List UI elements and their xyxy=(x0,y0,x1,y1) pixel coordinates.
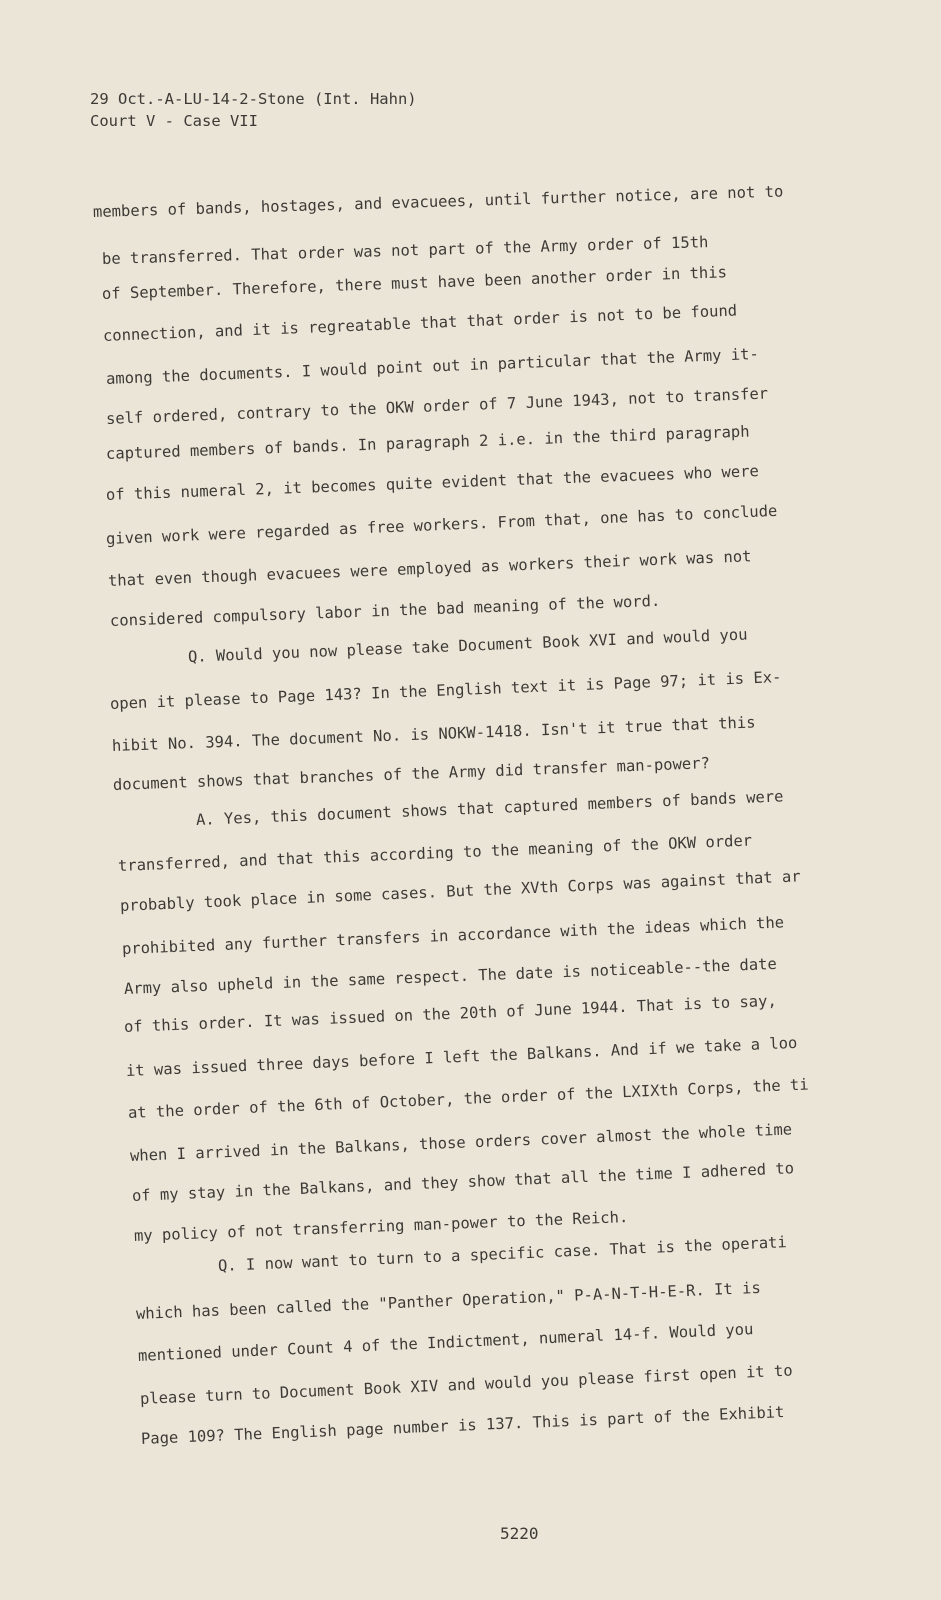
text-line: hibit No. 394. The document No. is NOKW-1418. Isn't it true that this xyxy=(111,713,756,755)
text-line: which has been called the "Panther Operation," P-A-N-T-H-E-R. It is xyxy=(135,1278,762,1323)
text-line: Page 109? The English page number is 137. This is part of the Exhibit xyxy=(140,1403,785,1448)
text-line: prohibited any further transfers in accordance with the ideas which the xyxy=(121,913,785,958)
text-line: mentioned under Count 4 of the Indictment, numeral 14-f. Would you xyxy=(137,1320,754,1365)
text-line: Army also upheld in the same respect. The date is noticeable--the date xyxy=(123,954,778,998)
page-number: 5220 xyxy=(500,1524,539,1543)
text-line: given work were regarded as free workers. From that, one has to conclude xyxy=(105,501,778,548)
text-line: self ordered, contrary to the OKW order of 7 June 1943, not to transfer xyxy=(105,384,769,428)
text-line: among the documents. I would point out in particular that the Army it- xyxy=(105,344,760,388)
text-line: of this order. It was issued on the 20th of June 1944. That is to say, xyxy=(123,991,778,1036)
text-line: be transferred. That order was not part of the Army order of 15th xyxy=(101,233,709,268)
header-line-1: 29 Oct.-A-LU-14-2-Stone (Int. Hahn) xyxy=(90,90,417,108)
text-line: considered compulsory labor in the bad meaning of the word. xyxy=(109,591,661,630)
text-line: that even though evacuees were employed as workers their work was not xyxy=(107,547,752,590)
question-line: Q. I now want to turn to a specific case. That is the operati xyxy=(217,1233,788,1275)
text-line: captured members of bands. In paragraph 2 i.e. in the third paragraph xyxy=(105,422,750,463)
text-line: document shows that branches of the Army did transfer man-power? xyxy=(112,754,711,794)
text-line: my policy of not transferring man-power to the Reich. xyxy=(133,1208,629,1245)
question-line: Q. Would you now please take Document Book XVI and would you xyxy=(187,625,748,666)
text-line: of my stay in the Balkans, and they show that all the time I adhered to xyxy=(131,1159,795,1205)
text-line: connection, and it is regreatable that that order is not to be found xyxy=(102,301,738,345)
text-line: at the order of the 6th of October, the order of the LXIXth Corps, the ti xyxy=(127,1075,810,1122)
text-line: of this numeral 2, it becomes quite evident that the evacuees who were xyxy=(105,462,760,504)
text-line: members of bands, hostages, and evacuees, until further notice, are not to xyxy=(92,182,784,221)
text-line: please turn to Document Book XIV and would you please first open it to xyxy=(139,1361,794,1408)
header-line-2: Court V - Case VII xyxy=(90,112,258,130)
text-line: probably took place in some cases. But the XVth Corps was against that ar xyxy=(119,867,801,915)
text-line: open it please to Page 143? In the English text it is Page 97; it is Ex- xyxy=(109,668,782,713)
text-line: transferred, and that this according to the meaning of the OKW order xyxy=(117,831,753,875)
document-header xyxy=(90,88,417,132)
text-line: it was issued three days before I left the Balkans. And if we take a loo xyxy=(125,1033,798,1080)
answer-line: A. Yes, this document shows that captured members of bands were xyxy=(195,787,784,829)
text-line: of September. Therefore, there must have been another order in this xyxy=(101,263,728,303)
text-line: when I arrived in the Balkans, those orders cover almost the whole time xyxy=(129,1120,793,1165)
